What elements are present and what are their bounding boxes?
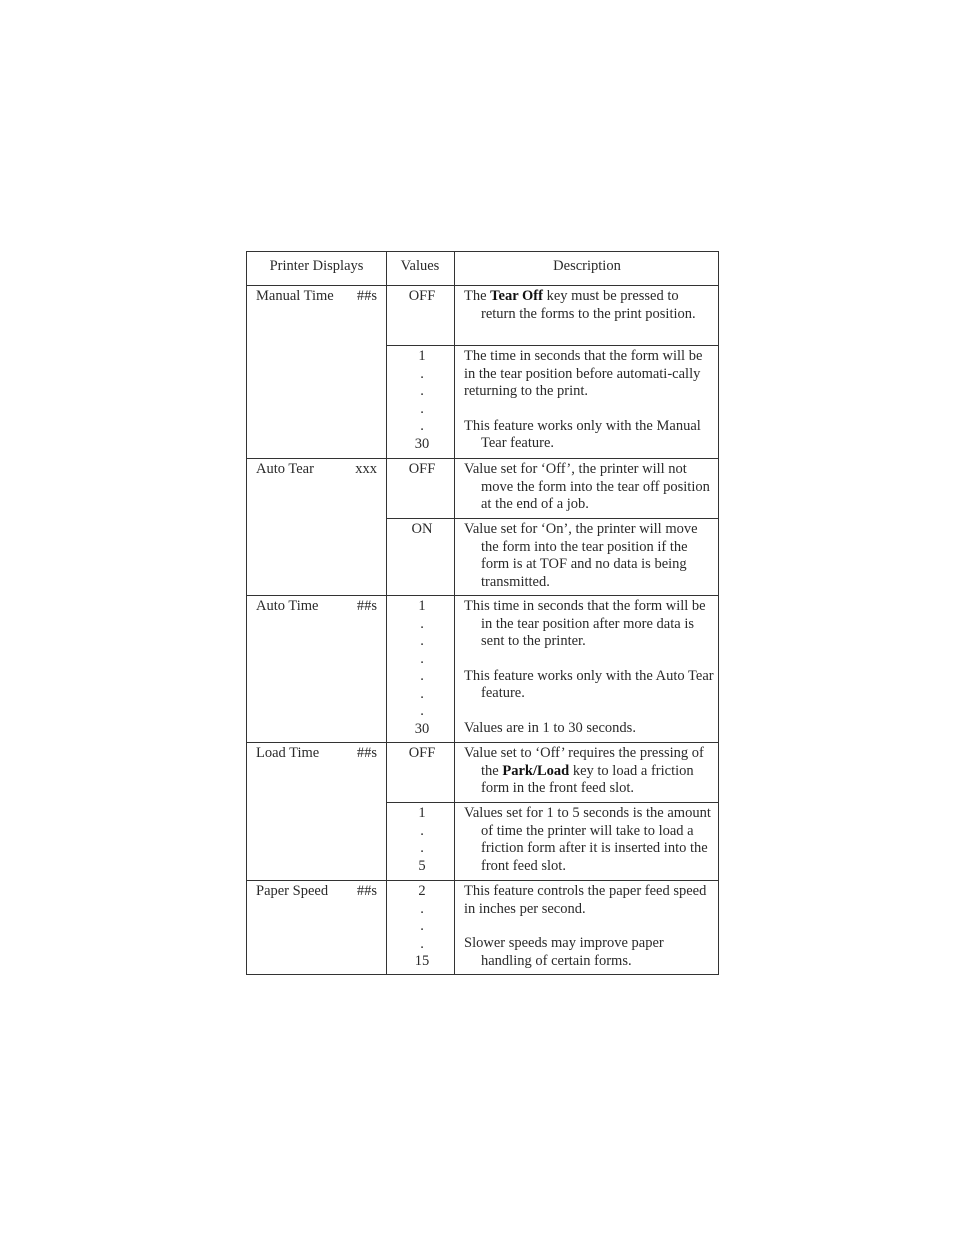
header-divider xyxy=(247,285,718,286)
description-cell: Value set to ‘Off’ requires the pressing of the Park/Load key to load a friction form in the front feed slot. xyxy=(464,745,704,796)
setting-unit: ##s xyxy=(356,598,377,614)
value-range-cell: 1 . . . . . . 30 xyxy=(414,598,430,737)
subrow-divider xyxy=(386,345,718,346)
setting-unit: ##s xyxy=(356,745,377,761)
value-cell: ON xyxy=(411,521,433,537)
value-cell: OFF xyxy=(408,745,436,761)
value-cell: OFF xyxy=(408,288,436,304)
column-divider xyxy=(386,252,387,974)
header-printer-displays: Printer Displays xyxy=(269,258,364,274)
park-load-key-label: Park/Load xyxy=(502,762,570,779)
setting-name: Paper Speed xyxy=(256,883,329,899)
header-description: Description xyxy=(553,258,621,274)
row-divider xyxy=(247,458,718,459)
setting-unit: ##s xyxy=(356,883,377,899)
value-range-cell: 1 . . 5 xyxy=(418,805,426,874)
subrow-divider xyxy=(386,802,718,803)
setting-name: Auto Tear xyxy=(256,461,314,477)
description-cell: Value set for ‘Off’, the printer will not move the form into the tear off position at the end of a job. xyxy=(464,461,710,512)
description-cell: The Tear Off key must be pressed to return the forms to the print position. xyxy=(464,288,696,322)
description-cell: This feature controls the paper feed speed in inches per second. Slower speeds may improve paper handling of certain forms. xyxy=(464,883,707,969)
setting-name: Auto Time xyxy=(256,598,319,614)
setting-unit: xxx xyxy=(355,461,377,477)
tear-off-key-label: Tear Off xyxy=(490,288,543,304)
setting-unit: ##s xyxy=(356,288,377,304)
row-divider xyxy=(247,595,718,596)
row-divider xyxy=(247,880,718,881)
description-cell: Values set for 1 to 5 seconds is the amount of time the printer will take to load a friction form after it is inserted into the front feed slot. xyxy=(464,805,711,874)
subrow-divider xyxy=(386,518,718,519)
description-cell: This time in seconds that the form will be in the tear position after more data is sent to the printer. This feature works only with the Auto Tear feature. Values are in 1 to 30 seconds. xyxy=(464,598,714,736)
value-cell: OFF xyxy=(408,461,436,477)
description-cell: The time in seconds that the form will be in the tear position before automati-cally returning to the print. This feature works only with the Manual Tear feature. xyxy=(464,348,703,451)
setting-name: Load Time xyxy=(256,745,320,761)
value-range-cell: 1 . . . . 30 xyxy=(414,348,430,452)
header-values: Values xyxy=(400,258,440,274)
settings-table xyxy=(246,251,719,975)
row-divider xyxy=(247,742,718,743)
description-cell: Value set for ‘On’, the printer will move the form into the tear position if the form is at TOF and no data is being transmitted. xyxy=(464,521,698,590)
value-range-cell: 2 . . . 15 xyxy=(414,883,430,969)
setting-name: Manual Time xyxy=(256,288,334,304)
